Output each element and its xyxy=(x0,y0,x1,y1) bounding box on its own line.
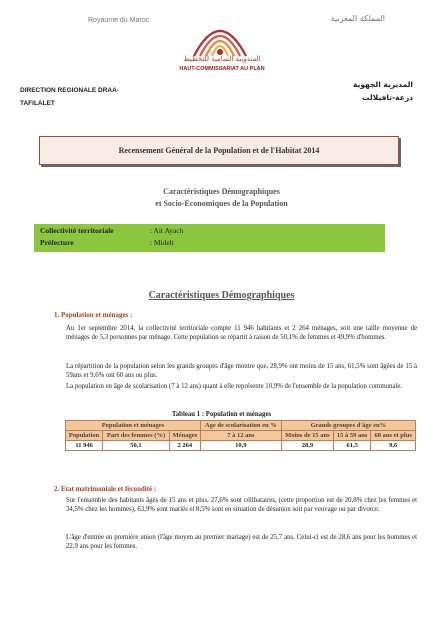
prefecture-label: Préfecture xyxy=(40,238,74,247)
section-1-paragraph-3: La population en âge de scolarisation (7 à 12 ans) quant à elle représente 10,9% de l'ensemble de la population communale. xyxy=(66,383,403,390)
country-name-fr: Royaume du Maroc xyxy=(88,17,150,24)
cell-scolarisation: 10,9 xyxy=(200,441,281,451)
direction-ar-line2: درعة-تافيلالت xyxy=(361,93,413,102)
direction-fr-line2: TAFILALET xyxy=(20,100,55,107)
collectivite-band xyxy=(34,224,385,252)
hcp-logo xyxy=(180,12,260,60)
col-menages: Ménages xyxy=(169,431,200,441)
direction-fr-line1: DIRECTION REGIONALE DRAA- xyxy=(20,87,119,94)
cell-moins-15: 28,9 xyxy=(281,441,333,451)
document-title: Recensement Général de la Population et de l'Habitat 2014 xyxy=(118,146,320,155)
prefecture-value: : Midelt xyxy=(149,238,174,247)
table-caption: Tableau 1 : Population et ménages xyxy=(171,411,272,418)
section-1-paragraph-2: La répartition de la population selon les grands groupes d'âge montre que, 28,9% ont moins de 15 ans, 61,5% sont âgées de 15 à 59ans et 9,6% ont 60 ans ou plus. xyxy=(66,363,417,379)
prefecture-row xyxy=(40,238,174,247)
subtitle-line1: Caractéristiques Démographiques xyxy=(163,187,280,196)
country-name-ar: المملكة المغربية xyxy=(330,14,385,23)
direction-ar-line1: المديرية الجهوية xyxy=(352,80,413,89)
table-group-header-row xyxy=(66,421,416,431)
collectivite-row xyxy=(40,226,183,235)
subtitle-line2: et Socio-Economiques de la Population xyxy=(155,199,288,208)
section-2-heading: 2. Etat matrimoniale et fécondité : xyxy=(54,485,157,493)
col-60-plus: 60 ans et plus xyxy=(371,431,416,441)
col-15-59: 15 à 59 ans xyxy=(333,431,370,441)
population-table xyxy=(65,420,416,451)
collectivite-value: : Ait Ayach xyxy=(149,226,184,235)
hcp-name-ar: المندوبية السامية للتخطيط xyxy=(183,55,261,63)
table-row xyxy=(66,441,416,451)
direction-fr xyxy=(20,84,119,110)
cell-menages: 2 264 xyxy=(169,441,200,451)
table-column-header-row xyxy=(66,431,416,441)
group-scolarisation: Age de scolarisation en % xyxy=(200,421,281,431)
hcp-name-fr: HAUT-COMMISSARIAT AU PLAN xyxy=(179,66,265,72)
col-scolarisation: 7 à 12 ans xyxy=(200,431,281,441)
section-1-paragraph-1: Au 1er septembre 2014, la collectivité territoriale compte 11 946 habitants et 2 264 ménages, soit une taille moyenne de ménages de 5,3 personnes par ménage. Cette population se répartit à raison de 50,1% de femmes et 49,9% d'hommes. xyxy=(66,325,417,341)
direction-ar xyxy=(353,78,413,104)
group-ages: Grands groupes d'âge en% xyxy=(281,421,415,431)
group-population-menages: Population et ménages xyxy=(66,421,201,431)
cell-part-femmes: 50,1 xyxy=(103,441,170,451)
col-part-femmes: Part des femmes (%) xyxy=(103,431,170,441)
section-1-heading: 1. Population et ménages : xyxy=(54,311,133,319)
section-2-paragraph-2: L'âge d'entrée en première union (l'âge moyen au premier mariage) est de 25,7 ans. Celui-ci est de 28,6 ans pour les hommes et 22,9 ans pour les femmes. xyxy=(66,534,417,550)
collectivite-label: Collectivité territoriale xyxy=(40,226,114,235)
cell-15-59: 61,5 xyxy=(333,441,370,451)
section-title: Caractéristiques Démographiques xyxy=(148,290,295,301)
cell-population: 11 946 xyxy=(66,441,103,451)
title-box xyxy=(39,136,399,165)
cell-60-plus: 9,6 xyxy=(371,441,416,451)
col-moins-15: Moins de 15 ans xyxy=(281,431,333,441)
col-population: Population xyxy=(66,431,103,441)
section-2-paragraph-1: Sur l'ensemble des habitants âgés de 15 ans et plus, 27,6% sont célibataires, (cette proportion est de 20,8% chez les femmes et 34,5% chez les hommes), 63,9% sont mariés et 8,5% sont en situation de désunion soit par veuvage ou par divorce. xyxy=(66,497,417,513)
